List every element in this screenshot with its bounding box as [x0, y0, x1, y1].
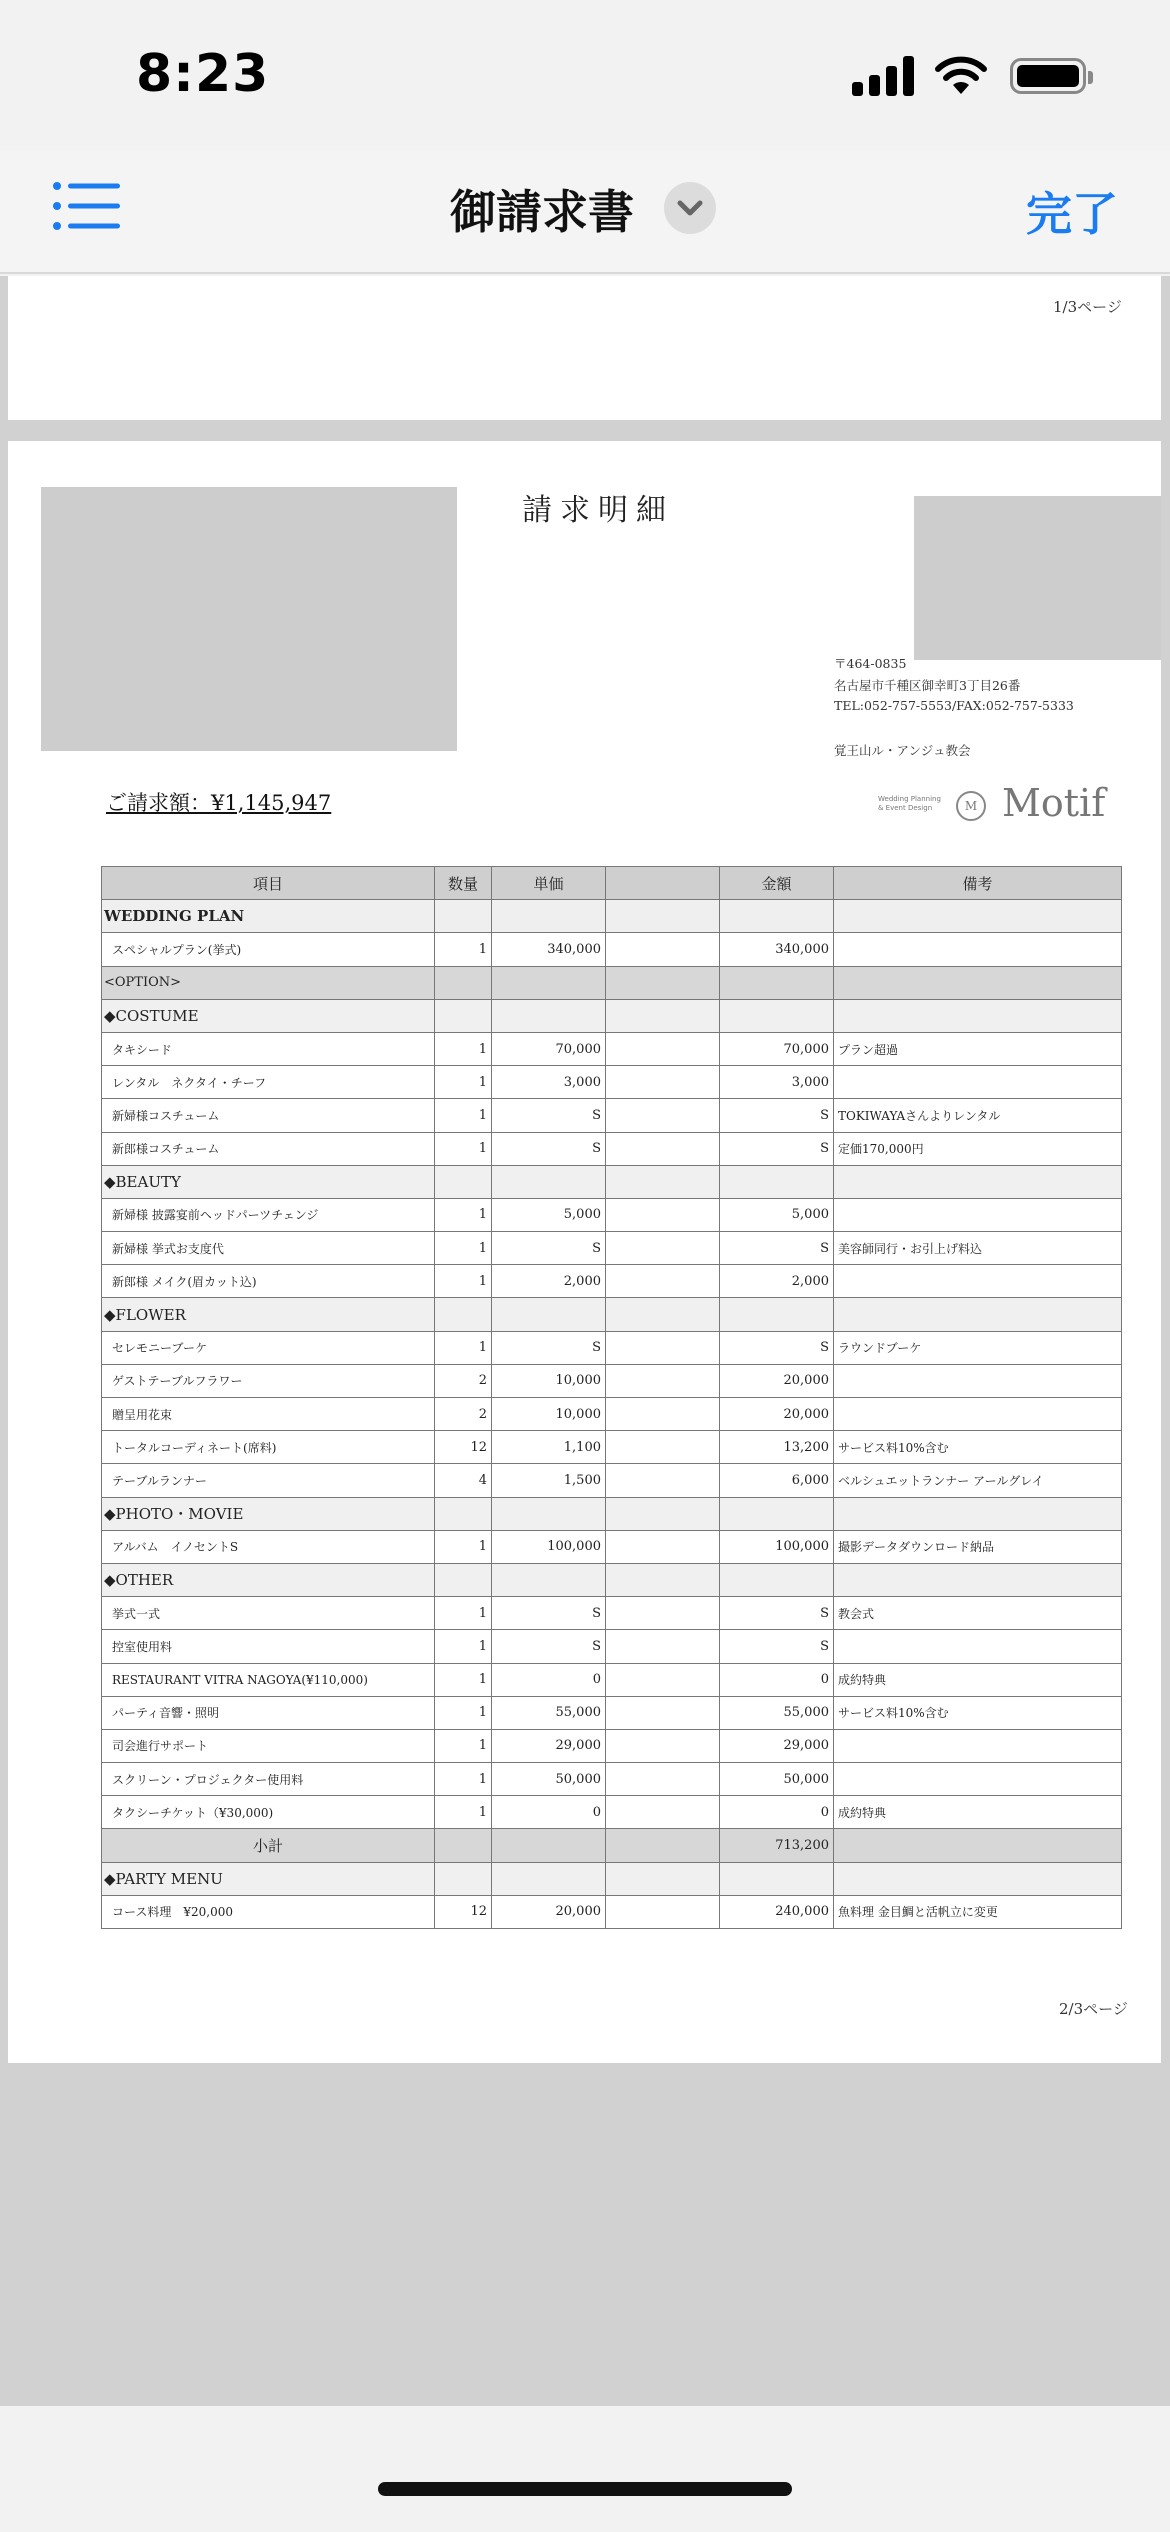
cell-amount [720, 1862, 834, 1895]
cell-unit: 1,100 [492, 1431, 606, 1464]
table-row [102, 1497, 1122, 1530]
cell-item: 新郎様コスチューム [102, 1132, 435, 1165]
cell-qty: 1 [435, 1663, 492, 1696]
cell-note: 成約特典 [834, 1663, 1122, 1696]
cell-unit [492, 900, 606, 933]
cell-unit [492, 1165, 606, 1198]
cell-qty: 1 [435, 1729, 492, 1762]
cell-blank [606, 1696, 720, 1729]
cell-blank [606, 1132, 720, 1165]
chevron-down-icon [664, 182, 716, 234]
cell-amount: 0 [720, 1663, 834, 1696]
header-amount: 金額 [720, 867, 834, 900]
cell-item: レンタル ネクタイ・チーフ [102, 1066, 435, 1099]
cell-note [834, 900, 1122, 933]
cell-note: 教会式 [834, 1597, 1122, 1630]
cell-item: アルバム イノセントS [102, 1530, 435, 1563]
cell-unit [492, 999, 606, 1032]
table-row [102, 1530, 1122, 1563]
cell-unit: S [492, 1099, 606, 1132]
cell-amount: 13,200 [720, 1431, 834, 1464]
cell-item: スペシャルプラン(挙式) [102, 933, 435, 966]
cell-blank [606, 1066, 720, 1099]
brand-mark-icon: M [956, 791, 986, 821]
cell-blank [606, 1165, 720, 1198]
cell-item: 贈呈用花束 [102, 1398, 435, 1431]
cell-blank [606, 1364, 720, 1397]
cell-item: 挙式一式 [102, 1597, 435, 1630]
cell-unit: S [492, 1331, 606, 1364]
list-icon[interactable] [52, 180, 122, 232]
cell-unit: 100,000 [492, 1530, 606, 1563]
cell-blank [606, 1331, 720, 1364]
cell-amount: 0 [720, 1796, 834, 1829]
header-unit-price: 単価 [492, 867, 606, 900]
cell-note: 成約特典 [834, 1796, 1122, 1829]
cell-qty [435, 1497, 492, 1530]
cell-item: 新婦様 披露宴前ヘッドパーツチェンジ [102, 1198, 435, 1231]
cell-qty: 1 [435, 1066, 492, 1099]
cell-amount: 70,000 [720, 1032, 834, 1065]
page-2 [8, 441, 1161, 2063]
cell-qty: 1 [435, 1597, 492, 1630]
cell-amount: S [720, 1630, 834, 1663]
cell-blank [606, 1530, 720, 1563]
cell-item: 小計 [102, 1829, 435, 1862]
cell-qty: 1 [435, 933, 492, 966]
cell-unit: S [492, 1630, 606, 1663]
cell-unit: 70,000 [492, 1032, 606, 1065]
cell-amount: 713,200 [720, 1829, 834, 1862]
cell-blank [606, 1862, 720, 1895]
header-note: 備考 [834, 867, 1122, 900]
cell-blank [606, 1298, 720, 1331]
cell-qty [435, 1862, 492, 1895]
cell-qty: 1 [435, 1331, 492, 1364]
table-row [102, 966, 1122, 999]
cell-amount: 3,000 [720, 1066, 834, 1099]
cell-item: ◆PHOTO・MOVIE [102, 1497, 435, 1530]
page-number: 2/3ページ [1059, 2000, 1128, 2018]
postal-code: 〒464-0835 [834, 656, 907, 671]
street-address: 名古屋市千種区御幸町3丁目26番 [834, 678, 1021, 693]
table-row [102, 933, 1122, 966]
table-row [102, 1563, 1122, 1596]
cell-amount [720, 1298, 834, 1331]
cell-blank [606, 1796, 720, 1829]
cell-unit [492, 1563, 606, 1596]
cell-unit: 5,000 [492, 1198, 606, 1231]
cell-item: テーブルランナー [102, 1464, 435, 1497]
cell-amount: 100,000 [720, 1530, 834, 1563]
table-row [102, 1198, 1122, 1231]
cell-note: 定価170,000円 [834, 1132, 1122, 1165]
cell-qty: 1 [435, 1763, 492, 1796]
cell-note [834, 1729, 1122, 1762]
table-row [102, 1763, 1122, 1796]
cell-note [834, 1763, 1122, 1796]
battery-icon [1010, 58, 1086, 94]
cell-unit: 0 [492, 1663, 606, 1696]
cell-qty: 12 [435, 1431, 492, 1464]
cell-qty: 4 [435, 1464, 492, 1497]
brand-tagline-2: & Event Design [878, 804, 933, 812]
cell-item: セレモニーブーケ [102, 1331, 435, 1364]
cell-qty [435, 966, 492, 999]
table-row [102, 1132, 1122, 1165]
cell-item: ◆FLOWER [102, 1298, 435, 1331]
cell-blank [606, 1729, 720, 1762]
table-row [102, 1862, 1122, 1895]
cell-item: トータルコーディネート(席料) [102, 1431, 435, 1464]
cell-item: パーティ音響・照明 [102, 1696, 435, 1729]
cell-blank [606, 1563, 720, 1596]
cell-qty: 2 [435, 1364, 492, 1397]
cell-amount: 29,000 [720, 1729, 834, 1762]
table-row [102, 1796, 1122, 1829]
cell-unit: 20,000 [492, 1895, 606, 1928]
cell-amount: 50,000 [720, 1763, 834, 1796]
brand-tagline-1: Wedding Planning [878, 795, 941, 803]
cell-note [834, 1298, 1122, 1331]
cell-note [834, 1497, 1122, 1530]
table-row [102, 1398, 1122, 1431]
cell-blank [606, 1497, 720, 1530]
header-blank [606, 867, 720, 900]
cell-blank [606, 1232, 720, 1265]
cell-item: タキシード [102, 1032, 435, 1065]
cell-blank [606, 1763, 720, 1796]
cell-note [834, 933, 1122, 966]
cell-unit [492, 1829, 606, 1862]
cell-note: 魚料理 金目鯛と活帆立に変更 [834, 1895, 1122, 1928]
cell-item: ◆COSTUME [102, 999, 435, 1032]
cell-amount: 20,000 [720, 1364, 834, 1397]
cell-qty: 1 [435, 1099, 492, 1132]
table-row [102, 1165, 1122, 1198]
table-row [102, 1630, 1122, 1663]
cell-item: タクシーチケット（¥30,000) [102, 1796, 435, 1829]
cell-qty: 1 [435, 1530, 492, 1563]
cell-note [834, 1630, 1122, 1663]
table-row [102, 1431, 1122, 1464]
signal-icon [852, 56, 916, 96]
cell-note [834, 1829, 1122, 1862]
cell-item: ゲストテーブルフラワー [102, 1364, 435, 1397]
table-row [102, 1829, 1122, 1862]
cell-unit: 340,000 [492, 933, 606, 966]
cell-note: サービス料10%含む [834, 1431, 1122, 1464]
cell-blank [606, 1398, 720, 1431]
cell-item: 司会進行サポート [102, 1729, 435, 1762]
status-bar [0, 0, 1170, 150]
cell-qty: 1 [435, 1630, 492, 1663]
cell-item: ◆BEAUTY [102, 1165, 435, 1198]
cell-item: RESTAURANT VITRA NAGOYA(¥110,000) [102, 1663, 435, 1696]
cell-amount: 5,000 [720, 1198, 834, 1231]
cell-item: 新婦様コスチューム [102, 1099, 435, 1132]
table-row [102, 900, 1122, 933]
cell-item: 新婦様 挙式お支度代 [102, 1232, 435, 1265]
header-item: 項目 [102, 867, 435, 900]
cell-unit [492, 1862, 606, 1895]
cell-qty: 2 [435, 1398, 492, 1431]
page-1 [8, 276, 1161, 420]
cell-unit: S [492, 1597, 606, 1630]
cell-note: 美容師同行・お引上げ料込 [834, 1232, 1122, 1265]
cell-unit: 29,000 [492, 1729, 606, 1762]
cell-qty: 12 [435, 1895, 492, 1928]
cell-qty [435, 1165, 492, 1198]
cell-amount: S [720, 1099, 834, 1132]
cell-blank [606, 1099, 720, 1132]
table-row [102, 1364, 1122, 1397]
cell-qty [435, 999, 492, 1032]
brand-tagline [878, 795, 941, 813]
cell-qty [435, 1563, 492, 1596]
document-viewer[interactable] [0, 276, 1170, 2406]
table-row [102, 1265, 1122, 1298]
cell-qty: 1 [435, 1132, 492, 1165]
cell-amount [720, 999, 834, 1032]
cell-amount: 2,000 [720, 1265, 834, 1298]
cell-note: サービス料10%含む [834, 1696, 1122, 1729]
cell-note: TOKIWAYAさんよりレンタル [834, 1099, 1122, 1132]
wifi-icon [934, 54, 988, 96]
cell-unit: 10,000 [492, 1364, 606, 1397]
page-number: 1/3ページ [1053, 298, 1122, 316]
cell-note [834, 1066, 1122, 1099]
cell-qty: 1 [435, 1796, 492, 1829]
cell-note [834, 999, 1122, 1032]
cell-qty: 1 [435, 1696, 492, 1729]
document-title[interactable]: 御請求書 [450, 185, 634, 239]
cell-qty: 1 [435, 1232, 492, 1265]
tel-fax: TEL:052-757-5553/FAX:052-757-5333 [834, 698, 1074, 713]
cell-qty: 1 [435, 1198, 492, 1231]
table-row [102, 1663, 1122, 1696]
cell-note [834, 966, 1122, 999]
invoice-table [101, 866, 1122, 1929]
cell-amount: 20,000 [720, 1398, 834, 1431]
cell-note [834, 1862, 1122, 1895]
cell-item: 新郎様 メイク(眉カット込) [102, 1265, 435, 1298]
table-row [102, 1032, 1122, 1065]
cell-note [834, 1198, 1122, 1231]
cell-unit [492, 966, 606, 999]
cell-unit: 3,000 [492, 1066, 606, 1099]
cell-amount: 340,000 [720, 933, 834, 966]
cell-amount [720, 1563, 834, 1596]
cell-amount: 55,000 [720, 1696, 834, 1729]
nav-bar [0, 150, 1170, 274]
cell-item: ◆PARTY MENU [102, 1862, 435, 1895]
table-row [102, 1099, 1122, 1132]
table-row [102, 1895, 1122, 1928]
cell-note [834, 1265, 1122, 1298]
cell-note [834, 1364, 1122, 1397]
table-header [102, 867, 1122, 900]
table-row [102, 1066, 1122, 1099]
cell-note [834, 1398, 1122, 1431]
redacted-logo [41, 487, 457, 751]
cell-unit: 0 [492, 1796, 606, 1829]
cell-qty: 1 [435, 1265, 492, 1298]
cell-amount: S [720, 1232, 834, 1265]
cell-blank [606, 1829, 720, 1862]
cell-blank [606, 1198, 720, 1231]
cell-qty: 1 [435, 1032, 492, 1065]
cell-item: ◆OTHER [102, 1563, 435, 1596]
status-time: 8:23 [136, 44, 270, 104]
table-row [102, 999, 1122, 1032]
table-row [102, 1232, 1122, 1265]
cell-qty [435, 1829, 492, 1862]
cell-amount: S [720, 1597, 834, 1630]
cell-blank [606, 1032, 720, 1065]
cell-amount: S [720, 1331, 834, 1364]
cell-note: ベルシュエットランナー アールグレイ [834, 1464, 1122, 1497]
cell-unit: 55,000 [492, 1696, 606, 1729]
cell-note: 撮影データダウンロード納品 [834, 1530, 1122, 1563]
table-row [102, 1696, 1122, 1729]
cell-item: コース料理 ¥20,000 [102, 1895, 435, 1928]
home-indicator[interactable] [378, 2482, 792, 2496]
cell-amount [720, 1497, 834, 1530]
cell-amount [720, 1165, 834, 1198]
header-qty: 数量 [435, 867, 492, 900]
cell-blank [606, 1265, 720, 1298]
redacted-seal [914, 496, 1161, 660]
cell-amount: S [720, 1132, 834, 1165]
cell-amount [720, 900, 834, 933]
cell-blank [606, 933, 720, 966]
cell-item: WEDDING PLAN [102, 900, 435, 933]
table-row [102, 1331, 1122, 1364]
cell-unit: 2,000 [492, 1265, 606, 1298]
cell-unit: 10,000 [492, 1398, 606, 1431]
cell-qty [435, 1298, 492, 1331]
cell-unit [492, 1497, 606, 1530]
table-row [102, 1597, 1122, 1630]
cell-blank [606, 999, 720, 1032]
cell-note [834, 1165, 1122, 1198]
cell-note [834, 1563, 1122, 1596]
cell-blank [606, 1597, 720, 1630]
cell-unit [492, 1298, 606, 1331]
table-row [102, 1464, 1122, 1497]
cell-blank [606, 1895, 720, 1928]
cell-unit: 50,000 [492, 1763, 606, 1796]
brand-name: Motif [1002, 781, 1106, 825]
cell-note: プラン超過 [834, 1032, 1122, 1065]
title-menu-button[interactable] [664, 182, 716, 234]
cell-blank [606, 1663, 720, 1696]
cell-amount: 240,000 [720, 1895, 834, 1928]
cell-unit: 1,500 [492, 1464, 606, 1497]
cell-blank [606, 900, 720, 933]
cell-blank [606, 966, 720, 999]
cell-amount [720, 966, 834, 999]
cell-item: <OPTION> [102, 966, 435, 999]
cell-unit: S [492, 1232, 606, 1265]
cell-blank [606, 1630, 720, 1663]
billed-amount: ご請求額：¥1,145,947 [106, 791, 332, 815]
table-row [102, 1729, 1122, 1762]
invoice-detail-title: 請求明細 [522, 493, 674, 528]
cell-item: スクリーン・プロジェクター使用料 [102, 1763, 435, 1796]
cell-unit: S [492, 1132, 606, 1165]
table-row [102, 1298, 1122, 1331]
venue-name: 覚王山ル・アンジュ教会 [834, 743, 971, 758]
cell-qty [435, 900, 492, 933]
cell-blank [606, 1431, 720, 1464]
cell-note: ラウンドブーケ [834, 1331, 1122, 1364]
cell-amount: 6,000 [720, 1464, 834, 1497]
done-button[interactable]: 完了 [1026, 187, 1118, 241]
cell-blank [606, 1464, 720, 1497]
cell-item: 控室使用料 [102, 1630, 435, 1663]
